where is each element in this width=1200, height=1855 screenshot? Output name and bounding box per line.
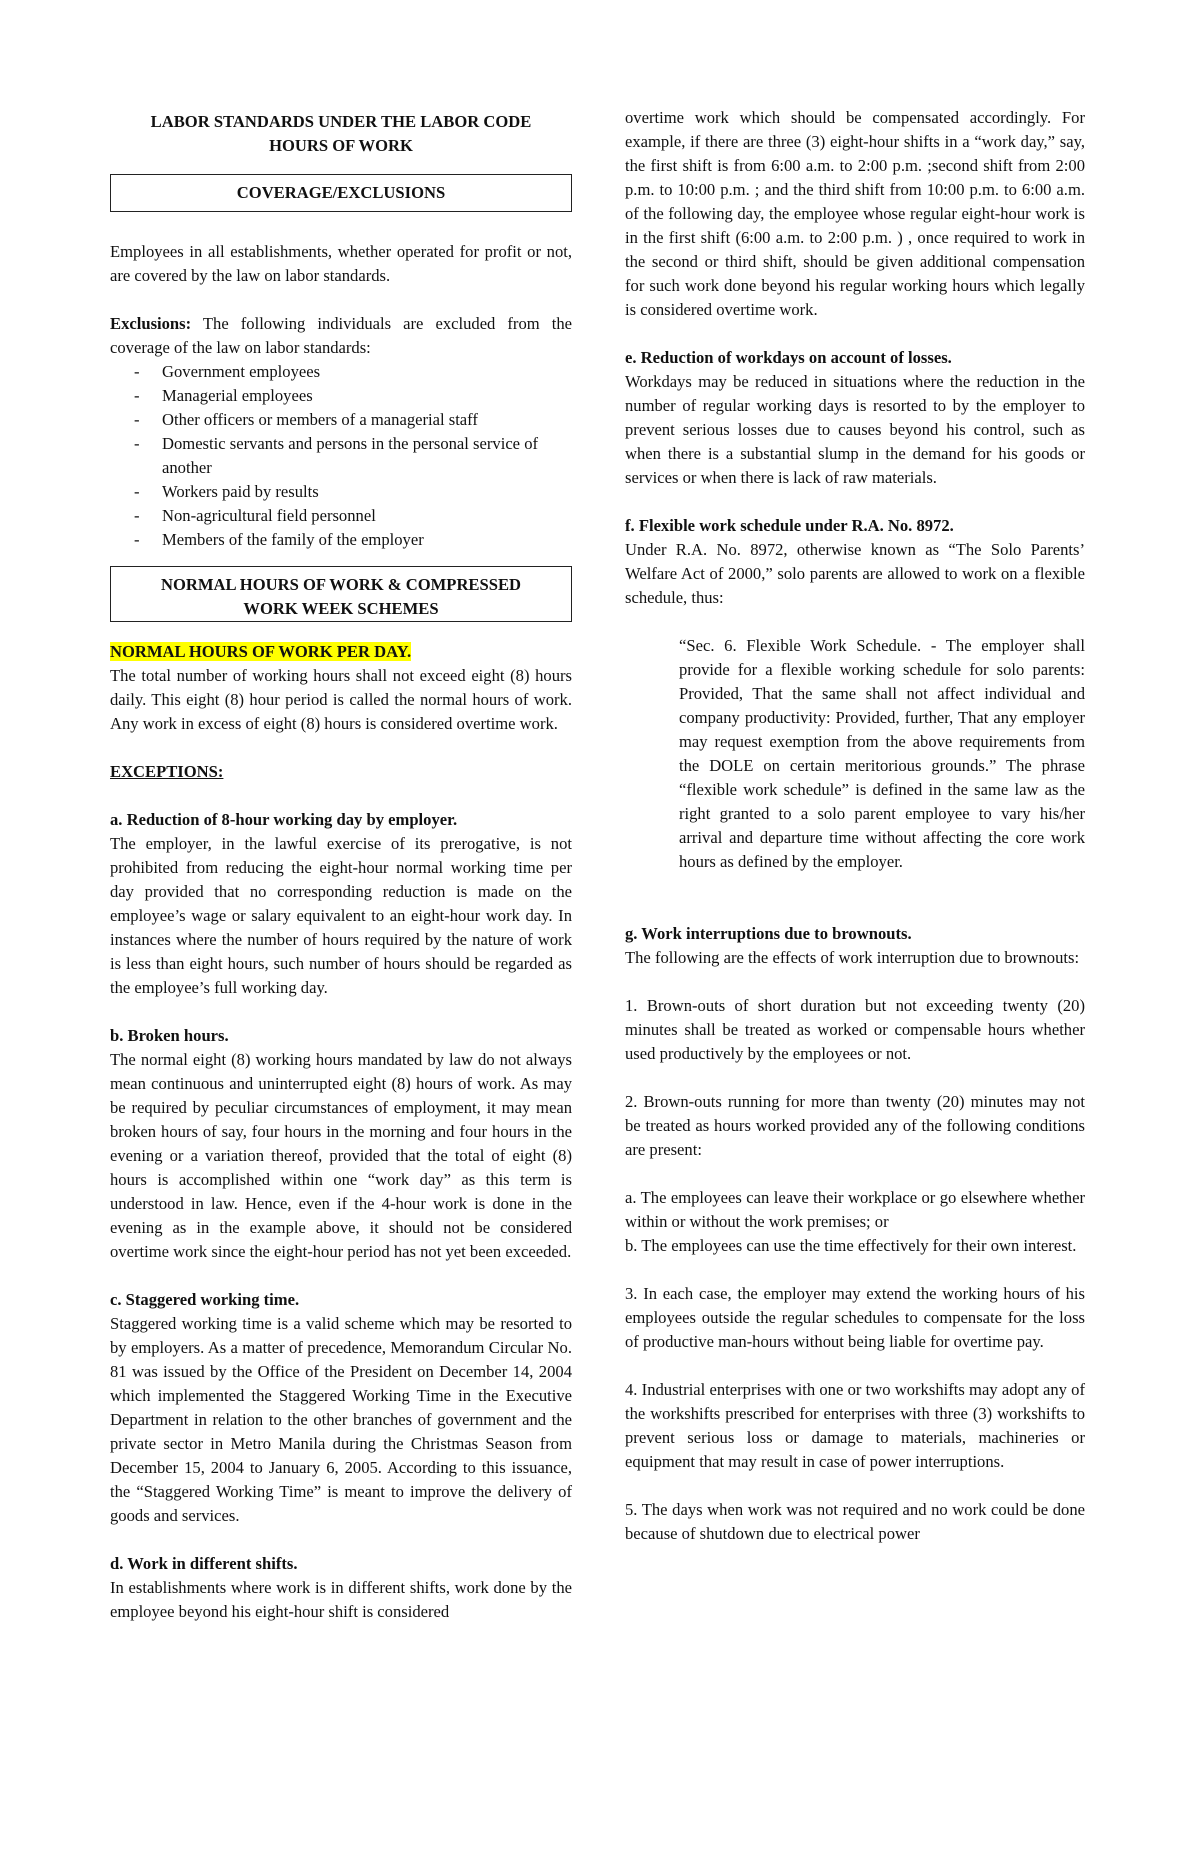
normal-hours-heading-wrap (110, 640, 572, 664)
exclusions-list (110, 360, 572, 552)
section-f-heading: f. Flexible work schedule under R.A. No. 8972. (625, 516, 954, 535)
list-item: - Members of the family of the employer (162, 528, 572, 552)
section-b-paragraph: The normal eight (8) working hours mandated by law do not always mean continuous and uninterrupted eight (8) hours of work. As may be required by peculiar circumstances of employment, it may mean broken hours of say, four hours in the morning and four hours in the evening or a variation thereof, provided that the total of eight (8) hours is accomplished within one “work day” as this term is understood in law. Hence, even if the 4-hour work is done in the evening as in the example above, it should not be considered overtime work since the eight-hour period has not yet been exceeded. (110, 1050, 572, 1261)
exceptions-heading: EXCEPTIONS: (110, 762, 224, 781)
brownout-item-2b: b. The employees can use the time effectively for their own interest. (625, 1236, 1077, 1255)
coverage-paragraph: Employees in all establishments, whether operated for profit or not, are covered by the law on labor standards. (110, 242, 572, 285)
box-line-2: WORK WEEK SCHEMES (243, 599, 439, 618)
document-subtitle: HOURS OF WORK (269, 136, 413, 155)
exclusions-label: Exclusions: (110, 314, 192, 333)
list-item: - Government employees (162, 360, 572, 384)
list-item: - Non-agricultural field personnel (162, 504, 572, 528)
section-a-paragraph: The employer, in the lawful exercise of its prerogative, is not prohibited from reducing the eight-hour normal working time per day provided that no corresponding reduction is made on the employee’s wage or salary equivalent to an eight-hour work day. In instances where the number of hours required by the nature of work is less than eight hours, such number of hours should be regarded as the employee’s full working day. (110, 834, 572, 997)
list-item: - Managerial employees (162, 384, 572, 408)
list-item: - Domestic servants and persons in the personal service of another (162, 432, 572, 480)
section-d-heading: d. Work in different shifts. (110, 1554, 298, 1573)
section-d-paragraph: In establishments where work is in different shifts, work done by the employee beyond his eight-hour shift is considered (110, 1578, 572, 1621)
section-e-heading: e. Reduction of workdays on account of losses. (625, 348, 952, 367)
normal-hours-paragraph: The total number of working hours shall not exceed eight (8) hours daily. This eight (8) hour period is called the normal hours of work. Any work in excess of eight (8) hours is considered overtime work. (110, 666, 572, 733)
section-c-heading: c. Staggered working time. (110, 1290, 300, 1309)
right-column (625, 106, 1085, 1546)
brownout-item-5: 5. The days when work was not required and no work could be done because of shutdown due to electrical power (625, 1500, 1085, 1543)
box-line-1: NORMAL HOURS OF WORK & COMPRESSED (160, 575, 521, 594)
exceptions-heading-wrap (110, 760, 572, 784)
section-f-quote: “Sec. 6. Flexible Work Schedule. - The employer shall provide for a flexible working schedule for solo parents: Provided, That the same shall not affect individual and company productivity: Provided, further, That any employer may request exemption from the above requirements from the DOLE on certain meritorious grounds.” The phrase “flexible work schedule” is defined in the same law as the right granted to a solo parent employee to vary his/her arrival and departure time without affecting the core work hours as defined by the employer. (679, 636, 1085, 871)
list-item: - Workers paid by results (162, 480, 572, 504)
normal-hours-heading: NORMAL HOURS OF WORK PER DAY. (110, 642, 412, 661)
brownout-item-1: 1. Brown-outs of short duration but not exceeding twenty (20) minutes shall be treated as worked or compensable hours whether used productively by the employees or not. (625, 996, 1085, 1063)
section-e-paragraph: Workdays may be reduced in situations where the reduction in the number of regular working days is resorted to by the employer to prevent serious losses due to causes beyond his control, such as when there is a substantial slump in the demand for his goods or services or when there is lack of raw materials. (625, 372, 1085, 487)
exclusions-paragraph (110, 312, 572, 360)
section-g-heading: g. Work interruptions due to brownouts. (625, 924, 912, 943)
section-a-heading: a. Reduction of 8-hour working day by employer. (110, 810, 458, 829)
brownout-item-4: 4. Industrial enterprises with one or two workshifts may adopt any of the workshifts prescribed for enterprises with three (3) workshifts to prevent serious loss or damage to materials, machineries or equipment that may result in case of power interruptions. (625, 1380, 1085, 1471)
section-box-normal-hours (110, 566, 572, 622)
document-title: LABOR STANDARDS UNDER THE LABOR CODE (150, 112, 532, 131)
brownout-item-2: 2. Brown-outs running for more than twenty (20) minutes may not be treated as hours worked provided any of the following conditions are present: (625, 1092, 1085, 1159)
section-d-continued: overtime work which should be compensated accordingly. For example, if there are three (3) eight-hour shifts in a “work day,” say, the first shift is from 6:00 a.m. to 2:00 p.m. ;second shift from 2:00 p.m. to 10:00 p.m. ; and the third shift from 10:00 p.m. to 6:00 a.m. of the following day, the employee whose regular eight-hour work is in the first shift (6:00 a.m. to 2:00 p.m. ) , once required to work in the second or third shift, should be given additional compensation for such work done beyond his regular working hours which legally is considered overtime work. (625, 108, 1085, 319)
list-item: - Other officers or members of a managerial staff (162, 408, 572, 432)
section-c-paragraph: Staggered working time is a valid scheme which may be resorted to by employers. As a matter of precedence, Memorandum Circular No. 81 was issued by the Office of the President on December 14, 2004 which implemented the Staggered Working Time in the Executive Department in relation to the other branches of government and the private sector in Metro Manila during the Christmas Season from December 15, 2004 to January 6, 2005. According to this issuance, the “Staggered Working Time” is meant to improve the delivery of goods and services. (110, 1314, 572, 1525)
brownout-item-2a: a. The employees can leave their workplace or go elsewhere whether within or without the work premises; or (625, 1188, 1085, 1231)
section-g-paragraph: The following are the effects of work interruption due to brownouts: (625, 948, 1080, 967)
left-column (110, 110, 572, 1624)
exclusions-text: The following individuals are excluded from the coverage of the law on labor standards: (110, 314, 572, 357)
brownout-item-3: 3. In each case, the employer may extend the working hours of his employees outside the regular schedules to compensate for the loss of productive man-hours without being liable for overtime pay. (625, 1284, 1085, 1351)
section-box-coverage: COVERAGE/EXCLUSIONS (110, 174, 572, 212)
section-b-heading: b. Broken hours. (110, 1026, 229, 1045)
section-f-paragraph: Under R.A. No. 8972, otherwise known as “The Solo Parents’ Welfare Act of 2000,” solo parents are allowed to work on a flexible schedule, thus: (625, 540, 1085, 607)
